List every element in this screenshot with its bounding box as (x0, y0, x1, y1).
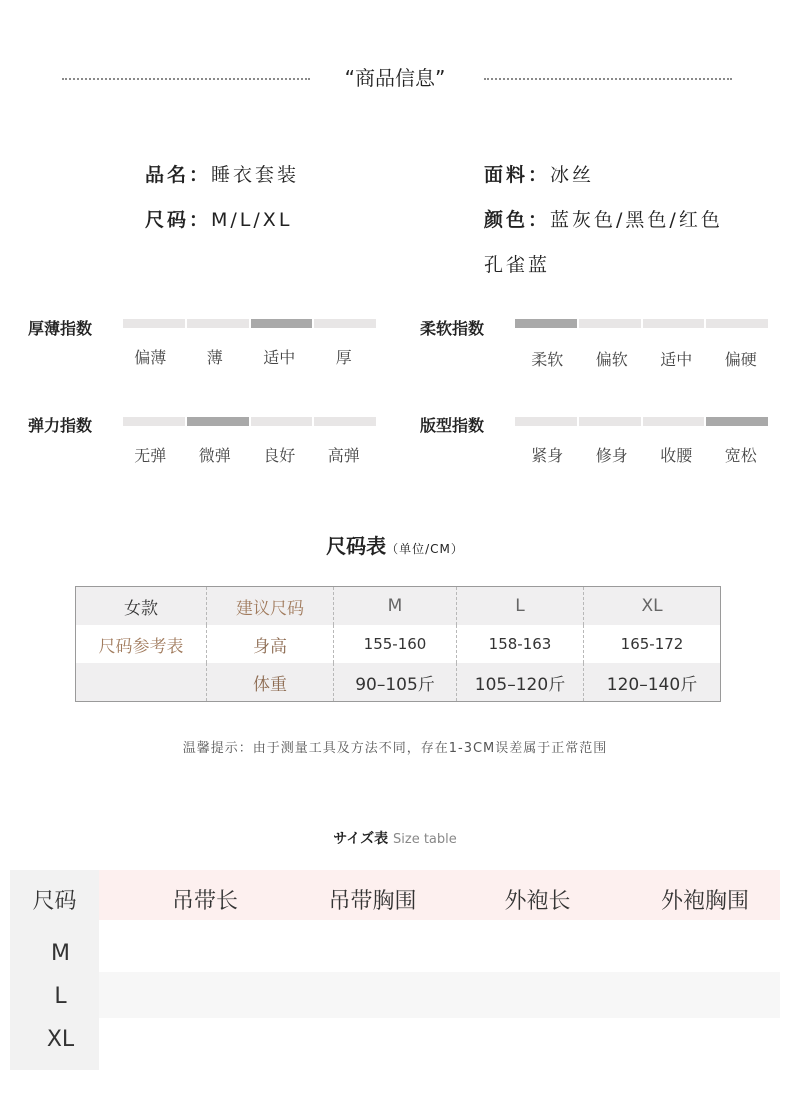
fit-option: 宽松 (724, 446, 757, 465)
size-row (145, 205, 292, 232)
table-cell: M (334, 587, 457, 626)
size-value: M/L/XL (211, 209, 293, 231)
table-cell: 155-160 (334, 625, 457, 663)
size-table-2-title (0, 828, 790, 848)
size-table-title (0, 530, 790, 559)
bar-segment-selected (706, 417, 768, 426)
elasticity-index-label: 弹力指数 (28, 416, 93, 435)
table-row (76, 663, 721, 702)
column-header: 尺码 (32, 889, 77, 914)
thickness-index-bar (123, 319, 376, 328)
thickness-index-label: 厚薄指数 (28, 319, 93, 338)
table-cell: 建议尺码 (207, 587, 334, 626)
fit-index-bar (515, 417, 768, 426)
color-value: 蓝灰色/黑色/红色 (550, 209, 723, 231)
softness-options (515, 347, 773, 370)
color-key: 颜色： (484, 209, 551, 231)
bar-segment (643, 319, 705, 328)
bar-segment (579, 319, 641, 328)
divider-right (484, 78, 732, 80)
table-cell: 体重 (207, 663, 334, 702)
column-header: 吊带长 (171, 889, 238, 914)
softness-option: 柔软 (531, 350, 564, 369)
softness-index-label: 柔软指数 (420, 319, 485, 338)
elasticity-index-bar (123, 417, 376, 426)
elasticity-options (118, 443, 376, 466)
fabric-row (484, 160, 594, 187)
fit-option: 收腰 (660, 446, 693, 465)
bar-segment-selected (187, 417, 249, 426)
size-table-2-subtitle: Size table (393, 832, 457, 847)
size-key: 尺码： (145, 209, 212, 231)
bar-segment (515, 417, 577, 426)
column-header: 吊带胸围 (328, 889, 417, 914)
table-cell: 165-172 (620, 635, 684, 653)
table-row (76, 625, 721, 663)
fit-index-label: 版型指数 (420, 416, 485, 435)
row-background (99, 972, 780, 1018)
table-cell (76, 663, 207, 702)
fabric-value: 冰丝 (550, 164, 595, 186)
elasticity-option: 良好 (263, 446, 296, 465)
elasticity-option: 高弹 (327, 446, 360, 465)
size-table-unit: （单位/CM） (386, 542, 464, 556)
table-cell: 女款 (76, 587, 207, 626)
bar-segment (579, 417, 641, 426)
elasticity-option: 无弹 (134, 446, 167, 465)
bar-segment (314, 319, 376, 328)
table-cell: 90–105斤 (334, 663, 457, 702)
bar-segment (643, 417, 705, 426)
section-title: “商品信息” (344, 66, 446, 90)
table-cell: 尺码参考表 (76, 625, 207, 663)
table-cell: 身高 (207, 625, 334, 663)
measurement-tip: 温馨提示：由于测量工具及方法不同，存在1-3CM误差属于正常范围 (182, 741, 608, 756)
table-cell: 120–140斤 (584, 663, 721, 702)
fit-option: 紧身 (531, 446, 564, 465)
softness-option: 偏硬 (724, 350, 757, 369)
table-row (76, 587, 721, 626)
table-cell: 158-163 (457, 625, 584, 663)
product-name-key: 品名： (145, 164, 212, 186)
elasticity-option: 微弹 (198, 446, 231, 465)
thickness-option: 厚 (335, 348, 352, 367)
bar-segment (314, 417, 376, 426)
thickness-option: 薄 (206, 348, 223, 367)
size-table (75, 586, 721, 702)
bar-segment (123, 417, 185, 426)
thickness-option: 偏薄 (134, 348, 167, 367)
bar-segment (187, 319, 249, 328)
table-cell: L (457, 587, 584, 626)
thickness-option: 适中 (263, 348, 296, 367)
bar-segment-selected (515, 319, 577, 328)
color-row-continued (484, 250, 550, 277)
bar-segment (251, 417, 313, 426)
size-label: XL (46, 1027, 75, 1052)
table-cell: 105–120斤 (457, 663, 584, 702)
product-name-value: 睡衣套装 (211, 164, 300, 186)
thickness-options (118, 345, 376, 368)
fit-option: 修身 (595, 446, 628, 465)
fit-options (515, 443, 773, 466)
softness-index-bar (515, 319, 768, 328)
column-header: 外袍胸围 (660, 889, 749, 914)
product-name-row (145, 160, 299, 187)
bar-segment (706, 319, 768, 328)
size-label: L (54, 984, 67, 1009)
color-row (484, 205, 723, 232)
size-label: M (51, 941, 70, 966)
size-table-2-title-text: サイズ表 (333, 831, 389, 847)
bar-segment-selected (251, 319, 313, 328)
color-value-2: 孔雀蓝 (484, 254, 551, 276)
softness-option: 适中 (660, 350, 693, 369)
softness-option: 偏软 (595, 350, 628, 369)
fabric-key: 面料： (484, 164, 551, 186)
column-header: 外袍长 (504, 889, 571, 914)
table-cell: XL (584, 587, 721, 626)
bar-segment (123, 319, 185, 328)
size-table-title-text: 尺码表 (326, 534, 387, 558)
